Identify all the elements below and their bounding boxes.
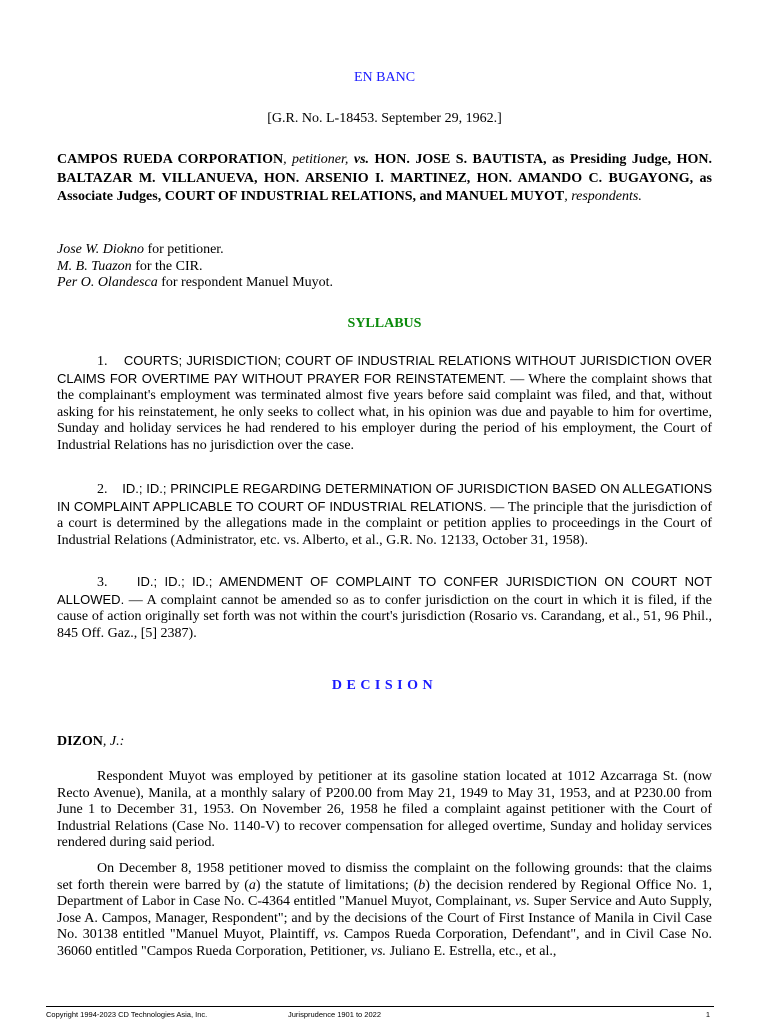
petitioner-name: CAMPOS RUEDA CORPORATION (57, 152, 284, 167)
decision-paragraph-2: On December 8, 1958 petitioner moved to dismiss the complaint on the following grounds: that the claims set forth therein were barred by (a) the statute of limitations; (b) the decision rendered by Regional Office No. 1, Department of Labor in Case No. C-4364 entitled "Manuel Muyot, Complainant, vs. Super Service and Auto Supply, Jose A. Campos, Manager, Respondent"; and by the decisions of the Court of First Instance of Manila in Civil Case No. 30138 entitled "Manuel Muyot, Plaintiff, vs. Campos Rueda Corporation, Defendant", and in Civil Case No. 36060 entitled "Campos Rueda Corporation, Petitioner, vs. Juliano E. Estrella, etc., et al., (57, 861, 713, 959)
decision-paragraph-1: Respondent Muyot was employed by petitioner at its gasoline station located at 1012 Azcarraga St. (now Recto Avenue), Manila, at a monthly salary of P200.00 from May 21, 1949 to May 31, 1953, and at P230.00 from June 1 to December 31, 1953. On November 26, 1958 he filed a complaint against petitioner with the Court of Industrial Relations (Case No. 1140-V) to recover compensation for alleged overtime, Sunday and holiday services rendered during said period. (57, 769, 712, 850)
footer-copyright: Copyright 1994-2023 CD Technologies Asia, Inc. (46, 1010, 208, 1019)
footer-collection: Jurisprudence 1901 to 2022 (288, 1010, 381, 1019)
case-number: [G.R. No. L-18453. September 29, 1962.] (267, 111, 502, 126)
counsel-list (57, 242, 712, 292)
respondents-names: HON. JOSE S. BAUTISTA, as Presiding Judge, HON. BALTAZAR M. VILLANUEVA, HON. ARSENIO I. MARTINEZ, HON. AMANDO C. BUGAYONG, as Associate Judges, COURT OF INDUSTRIAL RELATIONS, and MANUEL MUYOT (57, 152, 712, 204)
page-footer (46, 1006, 714, 1021)
syllabus-heading: SYLLABUS (347, 316, 422, 331)
division-heading: EN BANC (353, 70, 416, 85)
syllabus-item-3: 3. ID.; ID.; ID.; AMENDMENT OF COMPLAINT TO CONFER JURISDICTION ON COURT NOT ALLOWED. — A complaint cannot be amended so as to confer jurisdiction on the court in which it is filed, if the cause of action originally set forth was not within the court's jurisdiction (Rosario vs. Carandang, et al., 51, 96 Phil., 845 Off. Gaz., [5] 2387). (57, 574, 713, 641)
decision-heading: DECISION (331, 678, 438, 693)
petitioner-role: , petitioner, (283, 152, 354, 167)
counsel-line: Jose W. Diokno for petitioner. (57, 242, 224, 257)
counsel-line: M. B. Tuazon for the CIR. (57, 258, 203, 274)
counsel-line: Per O. Olandesca for respondent Manuel Muyot. (57, 275, 334, 290)
versus: vs. (353, 152, 370, 167)
ponente: DIZON, J.: (57, 734, 125, 749)
syllabus-item-2: 2. ID.; ID.; PRINCIPLE REGARDING DETERMINATION OF JURISDICTION BASED ON ALLEGATIONS IN COMPLAINT APPLICABLE TO COURT OF INDUSTRIAL RELATIONS. — The principle that the jurisdiction of a court is determined by the allegations made in the complaint or petition applies to proceedings in the Court of Industrial Relations (Administrator, etc. vs. Alberto, et al., G.R. No. 12133, October 31, 1958). (57, 481, 712, 548)
respondents-role: , respondents. (564, 189, 642, 204)
syllabus-item-1: 1. COURTS; JURISDICTION; COURT OF INDUSTRIAL RELATIONS WITHOUT JURISDICTION OVER CLAIMS FOR OVERTIME PAY WITHOUT PRAYER FOR REINSTATEMENT. — Where the complaint shows that the complainant's employment was terminated almost five years before said complaint was filed, and that, without asking for his reinstatement, he only seeks to collect what, in his opinion was due and payable to him for overtime, Sunday and holiday services he had rendered to his employer during the period of his employment, the Court of Industrial Relations has no jurisdiction over the case. (57, 353, 713, 453)
footer-page-number: 1 (705, 1010, 710, 1019)
case-parties (57, 151, 712, 207)
